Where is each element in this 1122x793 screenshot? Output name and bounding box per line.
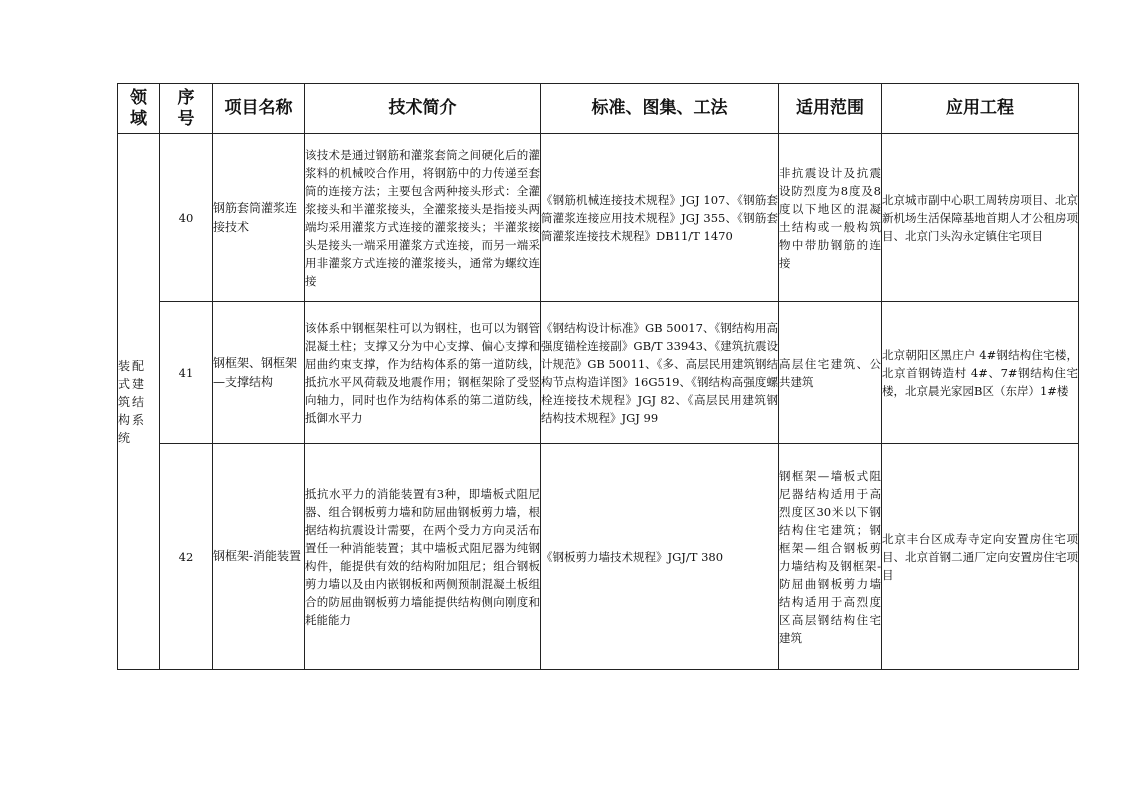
table-header-row (118, 84, 1079, 134)
domain-cell: 装配式建筑结构系统 (118, 134, 160, 670)
scope-cell: 高层住宅建筑、公共建筑 (779, 302, 882, 444)
seq-cell: 42 (160, 444, 213, 670)
project-cell: 北京城市副中心职工周转房项目、北京新机场生活保障基地首期人才公租房项目、北京门头沟永定镇住宅项目 (882, 134, 1079, 302)
seq-cell: 40 (160, 134, 213, 302)
tech-cell: 抵抗水平力的消能装置有3种，即墙板式阻尼器、组合钢板剪力墙和防屈曲钢板剪力墙，根据结构抗震设计需要，在两个受力方向灵活布置任一种消能装置；其中墙板式阻尼器为纯钢构件，能提供有效的结构附加阻尼；组合钢板剪力墙以及由内嵌钢板和两侧预制混凝土板组合的防屈曲钢板剪力墙能提供结构侧向刚度和耗能能力 (305, 444, 541, 670)
table-row (118, 134, 1079, 302)
table-row (118, 444, 1079, 670)
header-standard: 标准、图集、工法 (541, 84, 779, 134)
seq-cell: 41 (160, 302, 213, 444)
technology-table (117, 83, 1079, 670)
tech-cell: 该体系中钢框架柱可以为钢柱，也可以为钢管混凝土柱；支撑又分为中心支撑、偏心支撑和屈曲约束支撑，作为结构体系的第一道防线，抵抗水平风荷载及地震作用；钢框架除了受竖向轴力，同时也作为结构体系的第二道防线，抵御水平力 (305, 302, 541, 444)
tech-cell: 该技术是通过钢筋和灌浆套筒之间硬化后的灌浆料的机械咬合作用，将钢筋中的力传递至套筒的连接方法；主要包含两种接头形式：全灌浆接头和半灌浆接头，全灌浆接头是指接头两端均采用灌浆方式连接的灌浆接头；半灌浆接头是接头一端采用灌浆方式连接，而另一端采用非灌浆方式连接的灌浆接头，通常为螺纹连接 (305, 134, 541, 302)
table-row (118, 302, 1079, 444)
name-cell: 钢框架、钢框架—支撑结构 (213, 302, 305, 444)
header-tech: 技术简介 (305, 84, 541, 134)
header-name: 项目名称 (213, 84, 305, 134)
project-cell: 北京朝阳区黑庄户 4#钢结构住宅楼，北京首钢铸造村 4#、7#钢结构住宅楼，北京晨光家园B区（东岸）1#楼 (882, 302, 1079, 444)
header-project: 应用工程 (882, 84, 1079, 134)
standard-cell: 《钢结构设计标准》GB 50017、《钢结构用高强度锚栓连接副》GB/T 33943、《建筑抗震设计规范》GB 50011、《多、高层民用建筑钢结构节点构造详图》16G519、《钢结构高强度螺栓连接技术规程》JGJ 82、《高层民用建筑钢结构技术规程》JGJ 99 (541, 302, 779, 444)
standard-cell: 《钢板剪力墙技术规程》JGJ/T 380 (541, 444, 779, 670)
standard-cell: 《钢筋机械连接技术规程》JGJ 107、《钢筋套筒灌浆连接应用技术规程》JGJ 355、《钢筋套筒灌浆连接技术规程》DB11/T 1470 (541, 134, 779, 302)
header-scope: 适用范围 (779, 84, 882, 134)
scope-cell: 钢框架—墙板式阻尼器结构适用于高烈度区30米以下钢结构住宅建筑；钢框架—组合钢板剪力墙结构及钢框架-防屈曲钢板剪力墙结构适用于高烈度区高层钢结构住宅建筑 (779, 444, 882, 670)
project-cell: 北京丰台区成寿寺定向安置房住宅项目、北京首钢二通厂定向安置房住宅项目 (882, 444, 1079, 670)
header-seq: 序 号 (160, 84, 213, 134)
name-cell: 钢框架-消能装置 (213, 444, 305, 670)
scope-cell: 非抗震设计及抗震设防烈度为8度及8度以下地区的混凝土结构或一般构筑物中带肋钢筋的连接 (779, 134, 882, 302)
header-domain: 领 域 (118, 84, 160, 134)
name-cell: 钢筋套筒灌浆连接技术 (213, 134, 305, 302)
